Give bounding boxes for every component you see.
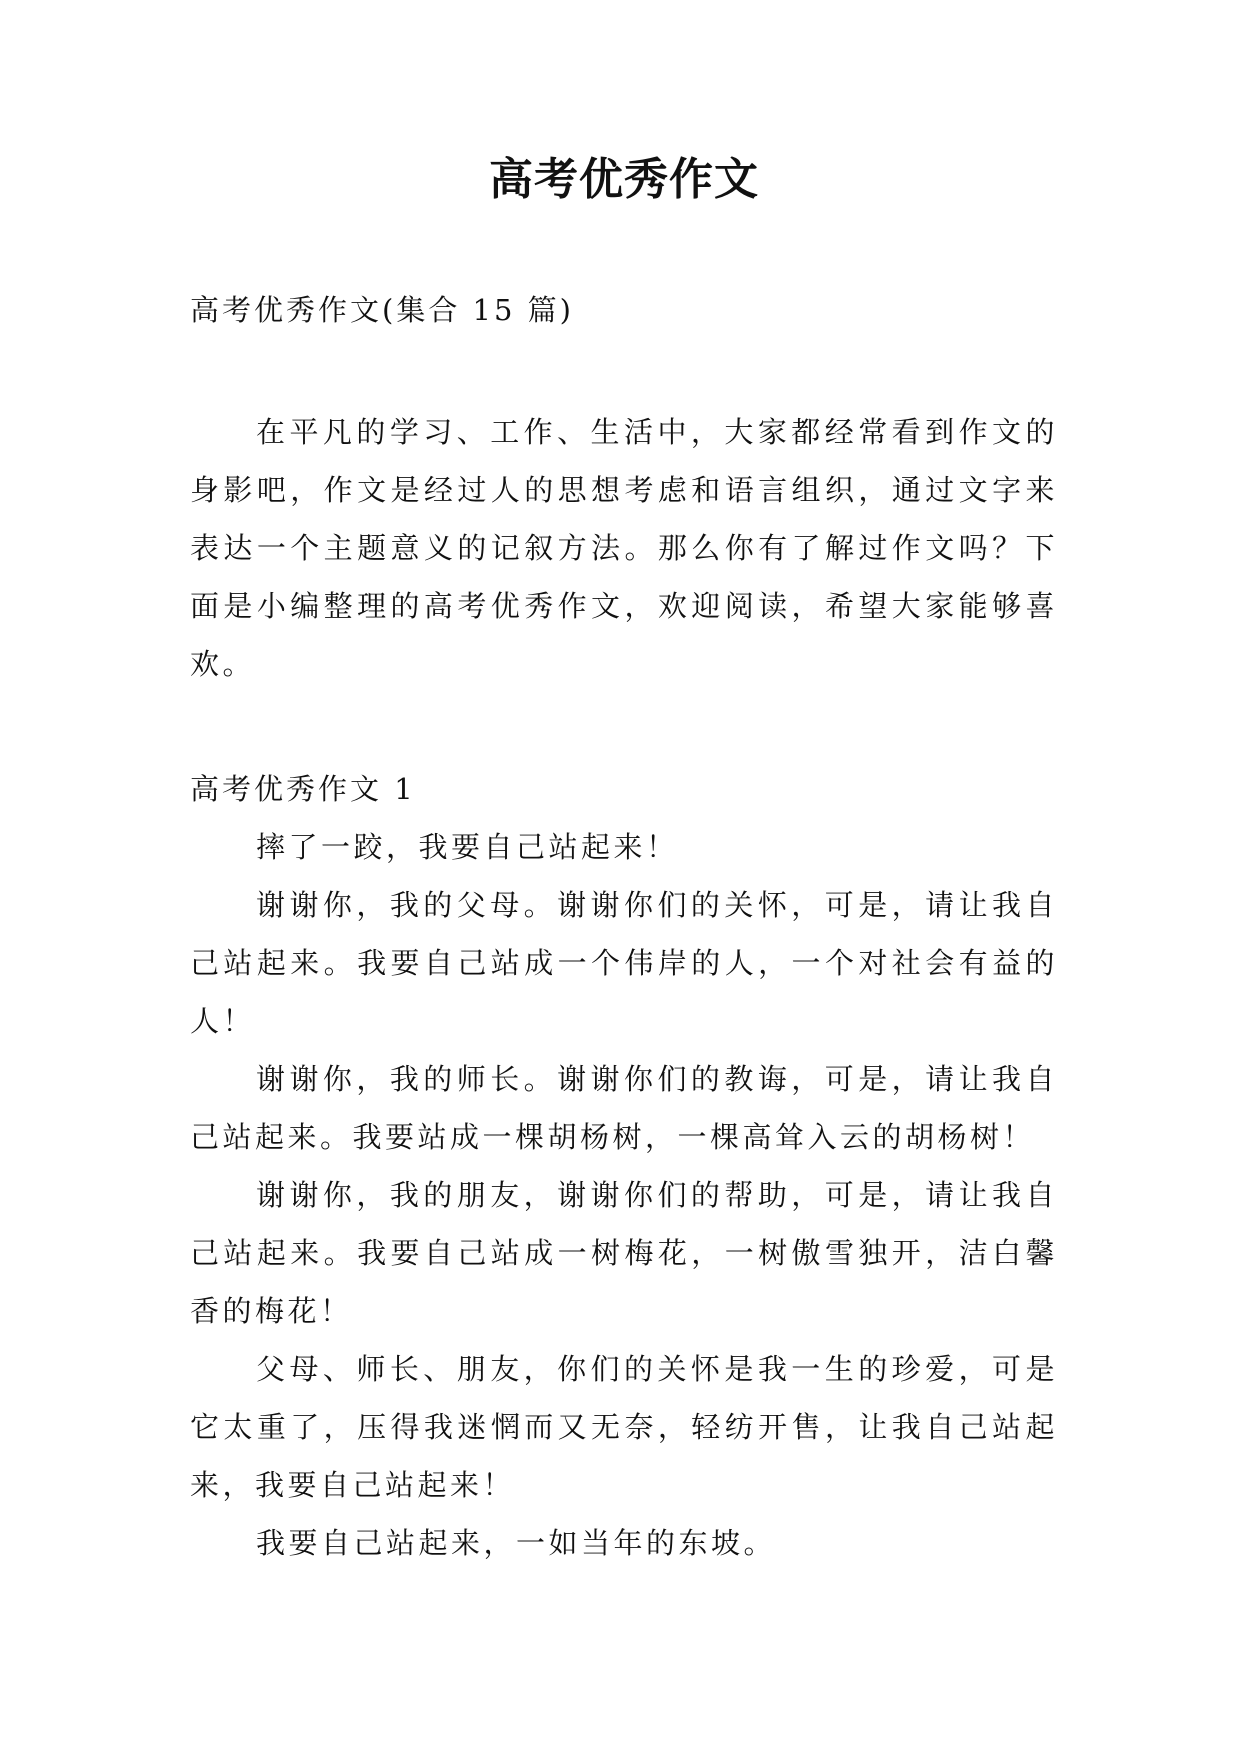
essay-paragraph: 我要自己站起来，一如当年的东坡。 bbox=[256, 1526, 777, 1560]
document-title: 高考优秀作文 bbox=[489, 154, 759, 205]
essay-paragraph: 谢谢你，我的朋友，谢谢你们的帮助，可是，请让我自己站起来。我要自己站成一树梅花，一树傲雪独开，洁白馨香的梅花！ bbox=[190, 1178, 1058, 1328]
document-subtitle: 高考优秀作文(集合 15 篇) bbox=[190, 293, 574, 327]
intro-paragraph: 在平凡的学习、工作、生活中，大家都经常看到作文的身影吧，作文是经过人的思想考虑和语言组织，通过文字来表达一个主题意义的记叙方法。那么你有了解过作文吗？下面是小编整理的高考优秀作文，欢迎阅读，希望大家能够喜欢。 bbox=[190, 415, 1058, 681]
essay-section bbox=[190, 760, 1058, 1572]
essay-paragraph: 父母、师长、朋友，你们的关怀是我一生的珍爱，可是它太重了，压得我迷惘而又无奈，轻纺开售，让我自己站起来，我要自己站起来！ bbox=[190, 1352, 1058, 1502]
essay-paragraph: 谢谢你，我的父母。谢谢你们的关怀，可是，请让我自己站起来。我要自己站成一个伟岸的人，一个对社会有益的人！ bbox=[190, 888, 1058, 1038]
essay-paragraph: 摔了一跤，我要自己站起来！ bbox=[256, 830, 679, 864]
intro-section bbox=[190, 403, 1058, 693]
section-heading: 高考优秀作文 1 bbox=[190, 772, 416, 806]
essay-paragraph: 谢谢你，我的师长。谢谢你们的教诲，可是，请让我自己站起来。我要站成一棵胡杨树，一棵高耸入云的胡杨树！ bbox=[190, 1062, 1058, 1154]
